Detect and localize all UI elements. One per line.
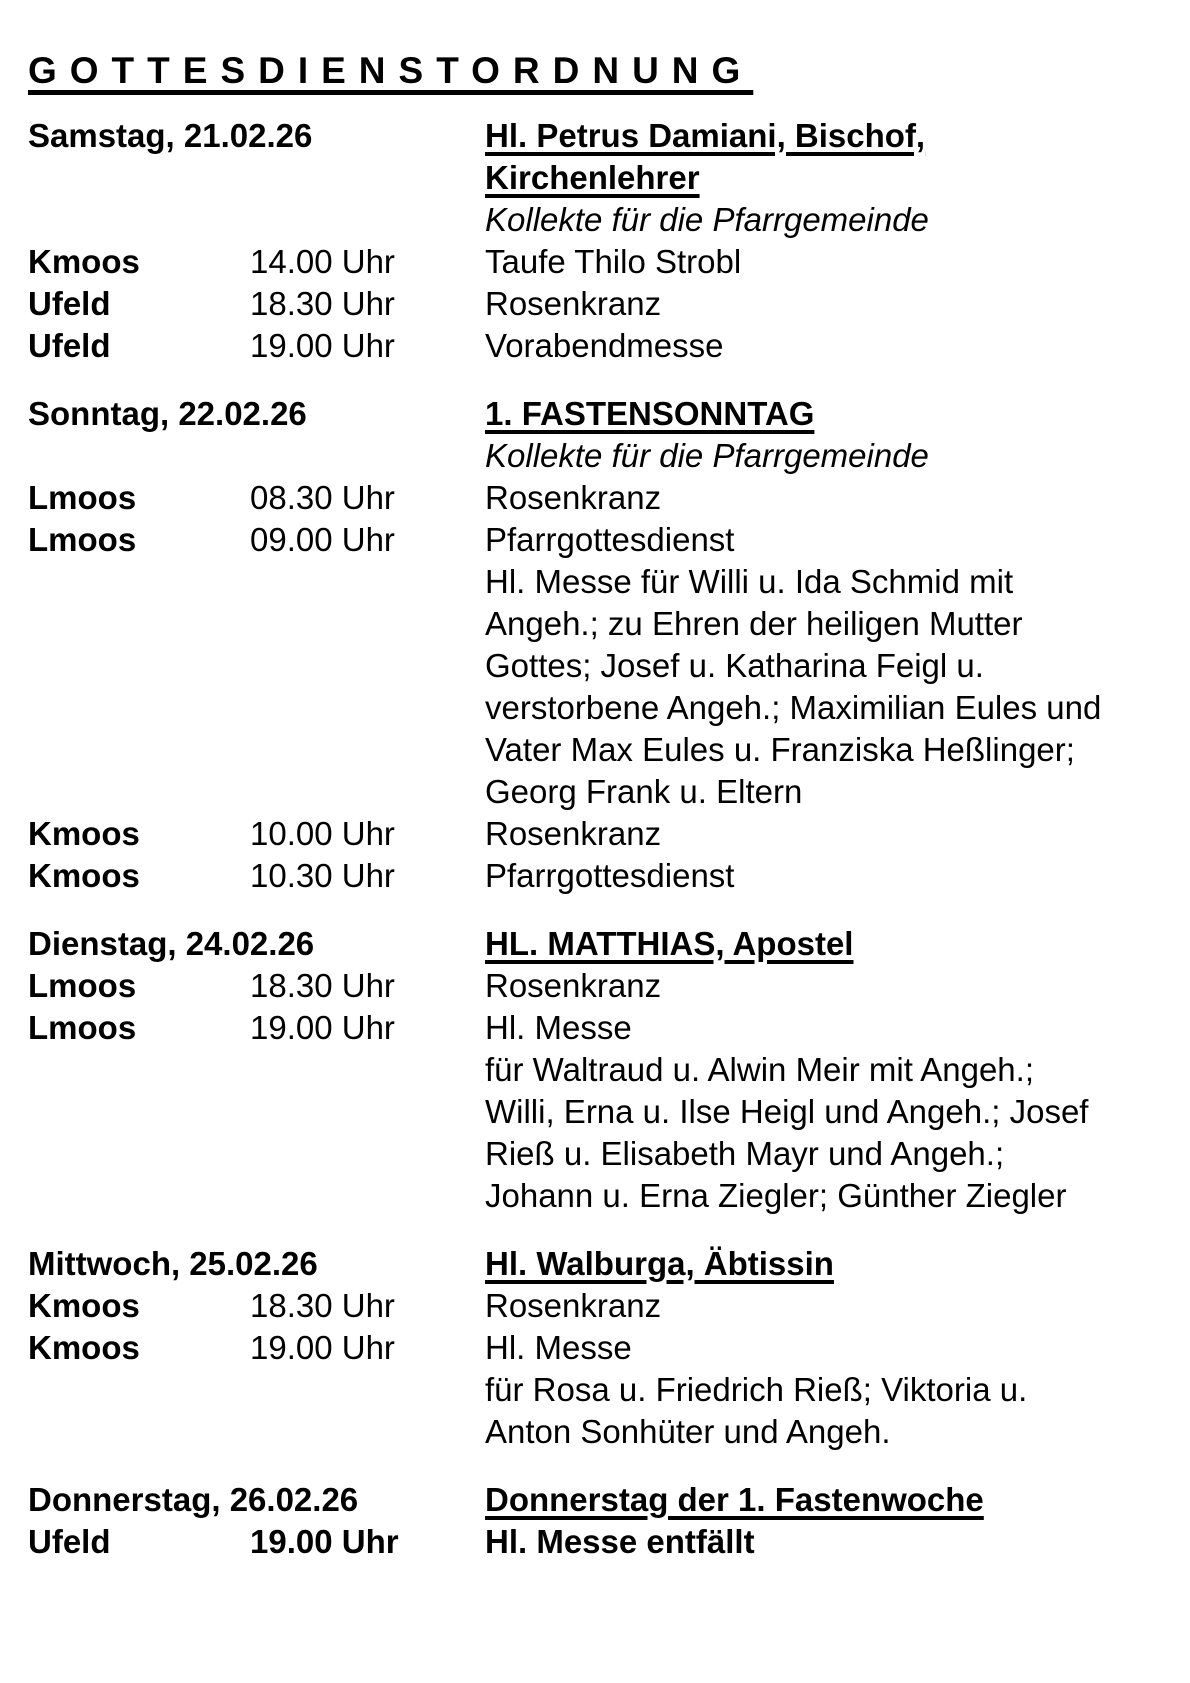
section-date: Dienstag, 24.02.26 <box>28 924 315 962</box>
schedule-section <box>28 1479 1190 1563</box>
entry-location-cell <box>28 813 250 855</box>
entry-description-line: Hl. Messe für Willi u. Ida Schmid mit <box>485 562 1014 600</box>
entry-location-cell <box>28 241 250 283</box>
entry-description-line: Vater Max Eules u. Franziska Heßlinger; <box>485 730 1075 768</box>
entry-line <box>28 519 1190 561</box>
entry-continuation-line <box>28 1411 1190 1453</box>
entry-location-cell <box>28 519 250 561</box>
section-header-line <box>28 393 1190 435</box>
entry-time: 19.00 Uhr <box>250 1008 395 1046</box>
collection-note-cell <box>485 199 1190 241</box>
section-header-line <box>28 923 1190 965</box>
entry-location: Kmoos <box>28 1328 140 1366</box>
entry-location: Lmoos <box>28 966 137 1004</box>
section-title: Hl. Walburga, Äbtissin <box>485 1244 834 1282</box>
entry-description-line: Pfarrgottesdienst <box>485 520 735 558</box>
section-title-cell <box>485 157 1190 199</box>
entry-time: 19.00 Uhr <box>250 1522 399 1560</box>
entry-line <box>28 1521 1190 1563</box>
entry-time: 19.00 Uhr <box>250 1328 395 1366</box>
entry-continuation-line <box>28 1091 1190 1133</box>
entry-location-cell <box>28 1285 250 1327</box>
section-date: Mittwoch, 25.02.26 <box>28 1244 318 1282</box>
entry-line <box>28 965 1190 1007</box>
section-date: Donnerstag, 26.02.26 <box>28 1480 359 1518</box>
entry-continuation-line <box>28 1049 1190 1091</box>
entry-description-line: Johann u. Erna Ziegler; Günther Ziegler <box>485 1176 1067 1214</box>
entry-description-line: Rieß u. Elisabeth Mayr und Angeh.; <box>485 1134 1005 1172</box>
entry-description-line: verstorbene Angeh.; Maximilian Eules und <box>485 688 1102 726</box>
entry-time: 14.00 Uhr <box>250 242 395 280</box>
schedule-sections <box>28 115 1190 1563</box>
entry-location: Kmoos <box>28 856 140 894</box>
entry-location: Ufeld <box>28 1522 111 1560</box>
section-date: Sonntag, 22.02.26 <box>28 394 307 432</box>
entry-time: 18.30 Uhr <box>250 1286 395 1324</box>
entry-description-line: Hl. Messe <box>485 1328 632 1366</box>
entry-location: Ufeld <box>28 284 111 322</box>
entry-location: Kmoos <box>28 1286 140 1324</box>
section-header-line <box>28 1243 1190 1285</box>
entry-description-line: Rosenkranz <box>485 966 662 1004</box>
entry-line <box>28 1327 1190 1369</box>
entry-continuation-line <box>28 603 1190 645</box>
section-title: HL. MATTHIAS, Apostel <box>485 924 854 962</box>
entry-description-line: Vorabendmesse <box>485 326 724 364</box>
entry-location-cell <box>28 1007 250 1049</box>
entry-location-cell <box>28 325 250 367</box>
section-title-cell <box>485 393 1190 435</box>
entry-location-cell <box>28 283 250 325</box>
collection-note-line <box>28 199 1190 241</box>
collection-note-line <box>28 435 1190 477</box>
collection-note-cell <box>485 435 1190 477</box>
entry-description-line: Pfarrgottesdienst <box>485 856 735 894</box>
entry-description-line: Hl. Messe entfällt <box>485 1522 755 1560</box>
entry-location-cell <box>28 855 250 897</box>
schedule-section <box>28 923 1190 1217</box>
entry-description-line: Taufe Thilo Strobl <box>485 242 742 280</box>
section-title: Donnerstag der 1. Fastenwoche <box>485 1480 984 1518</box>
entry-time: 08.30 Uhr <box>250 478 395 516</box>
entry-description-line: Angeh.; zu Ehren der heiligen Mutter <box>485 604 1023 642</box>
entry-line <box>28 1007 1190 1049</box>
section-title-cell <box>485 1479 1190 1521</box>
entry-continuation-line <box>28 1175 1190 1217</box>
entry-location: Ufeld <box>28 326 111 364</box>
entry-location-cell <box>28 1327 250 1369</box>
entry-line <box>28 325 1190 367</box>
entry-description-line: Anton Sonhüter und Angeh. <box>485 1412 891 1450</box>
entry-description-line: Rosenkranz <box>485 478 662 516</box>
section-date: Samstag, 21.02.26 <box>28 116 313 154</box>
entry-description-line: Rosenkranz <box>485 814 662 852</box>
entry-description-line: für Rosa u. Friedrich Rieß; Viktoria u. <box>485 1370 1028 1408</box>
entry-location-cell <box>28 965 250 1007</box>
schedule-section <box>28 115 1190 367</box>
entry-line <box>28 477 1190 519</box>
entry-location: Kmoos <box>28 814 140 852</box>
entry-location: Lmoos <box>28 478 137 516</box>
entry-time: 10.00 Uhr <box>250 814 395 852</box>
entry-line <box>28 855 1190 897</box>
schedule-section <box>28 1243 1190 1453</box>
section-title-continuation-line <box>28 157 1190 199</box>
schedule-section <box>28 393 1190 897</box>
entry-time: 18.30 Uhr <box>250 966 395 1004</box>
entry-description-line: Rosenkranz <box>485 284 662 322</box>
entry-description-line: für Waltraud u. Alwin Meir mit Angeh.; <box>485 1050 1034 1088</box>
section-title: Hl. Petrus Damiani, Bischof, <box>485 116 926 154</box>
entry-line <box>28 241 1190 283</box>
entry-location-cell <box>28 1521 250 1563</box>
entry-location-cell <box>28 477 250 519</box>
entry-description-line: Gottes; Josef u. Katharina Feigl u. <box>485 646 984 684</box>
entry-continuation-line <box>28 687 1190 729</box>
entry-location: Kmoos <box>28 242 140 280</box>
collection-note: Kollekte für die Pfarrgemeinde <box>485 200 929 238</box>
section-header-line <box>28 1479 1190 1521</box>
entry-line <box>28 1285 1190 1327</box>
entry-continuation-line <box>28 1133 1190 1175</box>
collection-note: Kollekte für die Pfarrgemeinde <box>485 436 929 474</box>
entry-time: 09.00 Uhr <box>250 520 395 558</box>
entry-continuation-line <box>28 771 1190 813</box>
page-title: GOTTESDIENSTORDNUNG <box>28 50 754 91</box>
entry-location: Lmoos <box>28 520 137 558</box>
entry-description-line: Georg Frank u. Eltern <box>485 772 803 810</box>
entry-location: Lmoos <box>28 1008 137 1046</box>
entry-continuation-line <box>28 561 1190 603</box>
entry-description-line: Rosenkranz <box>485 1286 662 1324</box>
entry-description-line: Willi, Erna u. Ilse Heigl und Angeh.; Josef <box>485 1092 1089 1130</box>
entry-continuation-line <box>28 645 1190 687</box>
section-title-cell <box>485 1243 1190 1285</box>
section-title: Kirchenlehrer <box>485 158 700 196</box>
entry-time: 18.30 Uhr <box>250 284 395 322</box>
entry-line <box>28 813 1190 855</box>
entry-line <box>28 283 1190 325</box>
entry-time: 19.00 Uhr <box>250 326 395 364</box>
entry-description-line: Hl. Messe <box>485 1008 632 1046</box>
section-header-line <box>28 115 1190 157</box>
entry-time: 10.30 Uhr <box>250 856 395 894</box>
section-title-cell <box>485 923 1190 965</box>
entry-continuation-line <box>28 729 1190 771</box>
section-title: 1. FASTENSONNTAG <box>485 394 815 432</box>
entry-continuation-line <box>28 1369 1190 1411</box>
section-title-cell <box>485 115 1190 157</box>
